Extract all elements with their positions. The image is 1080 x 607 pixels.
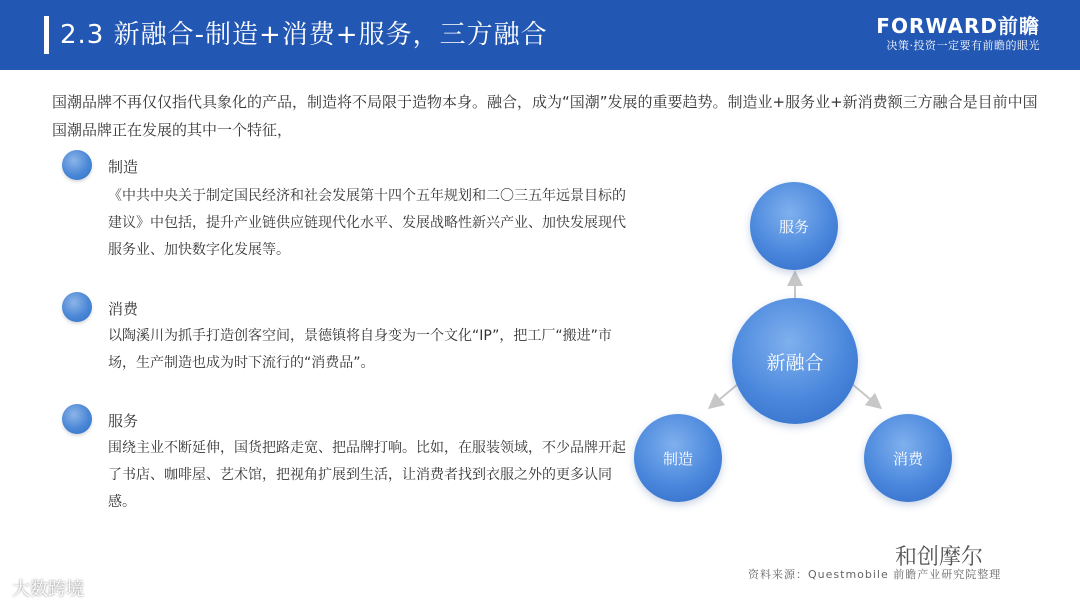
item-body-consumption: 以陶溪川为抓手打造创客空间，景德镇将自身变为一个文化“IP”，把工厂“搬进”市场，生产制造也成为时下流行的“消费品”。 <box>108 328 612 371</box>
item-title-service: 服务 <box>108 412 139 430</box>
watermark-dashu: 大数跨境 <box>12 579 84 600</box>
brand-logo <box>876 14 1040 54</box>
page-title: 2.3 新融合-制造+消费+服务，三方融合 <box>60 20 548 50</box>
header-banner <box>0 0 1080 70</box>
circle-consumption: 消费 <box>864 414 952 502</box>
arrow-to-consumption <box>852 384 876 404</box>
bullet-dot-consumption <box>62 292 92 322</box>
item-body-service: 围绕主业不断延伸，国货把路走宽、把品牌打响。比如，在服装领域，不少品牌开起了书店、咖啡屋、艺术馆，把视角扩展到生活，让消费者找到衣服之外的更多认同感。 <box>108 440 626 510</box>
source-note: 资料来源：Questmobile 前瞻产业研究院整理 <box>748 568 1002 581</box>
circle-service: 服务 <box>750 182 838 270</box>
arrow-to-manufacturing <box>714 384 738 404</box>
title-accent-bar <box>44 16 49 54</box>
circle-new-fusion: 新融合 <box>732 298 858 424</box>
watermark-hechuang: 和创摩尔 <box>895 545 984 570</box>
item-body-manufacturing: 《中共中央关于制定国民经济和社会发展第十四个五年规划和二〇三五年远景目标的建议》中包括，提升产业链供应链现代化水平、发展战略性新兴产业、加快发展现代服务业、加快数字化发展等。 <box>108 188 626 258</box>
brand-slogan: 决策·投资一定要有前瞻的眼光 <box>886 39 1040 52</box>
item-title-consumption: 消费 <box>108 300 139 318</box>
circle-manufacturing: 制造 <box>634 414 722 502</box>
intro-paragraph: 国潮品牌不再仅仅指代具象化的产品，制造将不局限于造物本身。融合，成为“国潮”发展的重要趋势。制造业+服务业+新消费额三方融合是目前中国国潮品牌正在发展的其中一个特征， <box>52 93 1038 139</box>
brand-name: FORWARD前瞻 <box>876 14 1040 38</box>
item-title-manufacturing: 制造 <box>108 158 139 176</box>
bullet-dot-service <box>62 404 92 434</box>
bullet-dot-manufacturing <box>62 150 92 180</box>
fusion-diagram <box>620 160 1060 530</box>
